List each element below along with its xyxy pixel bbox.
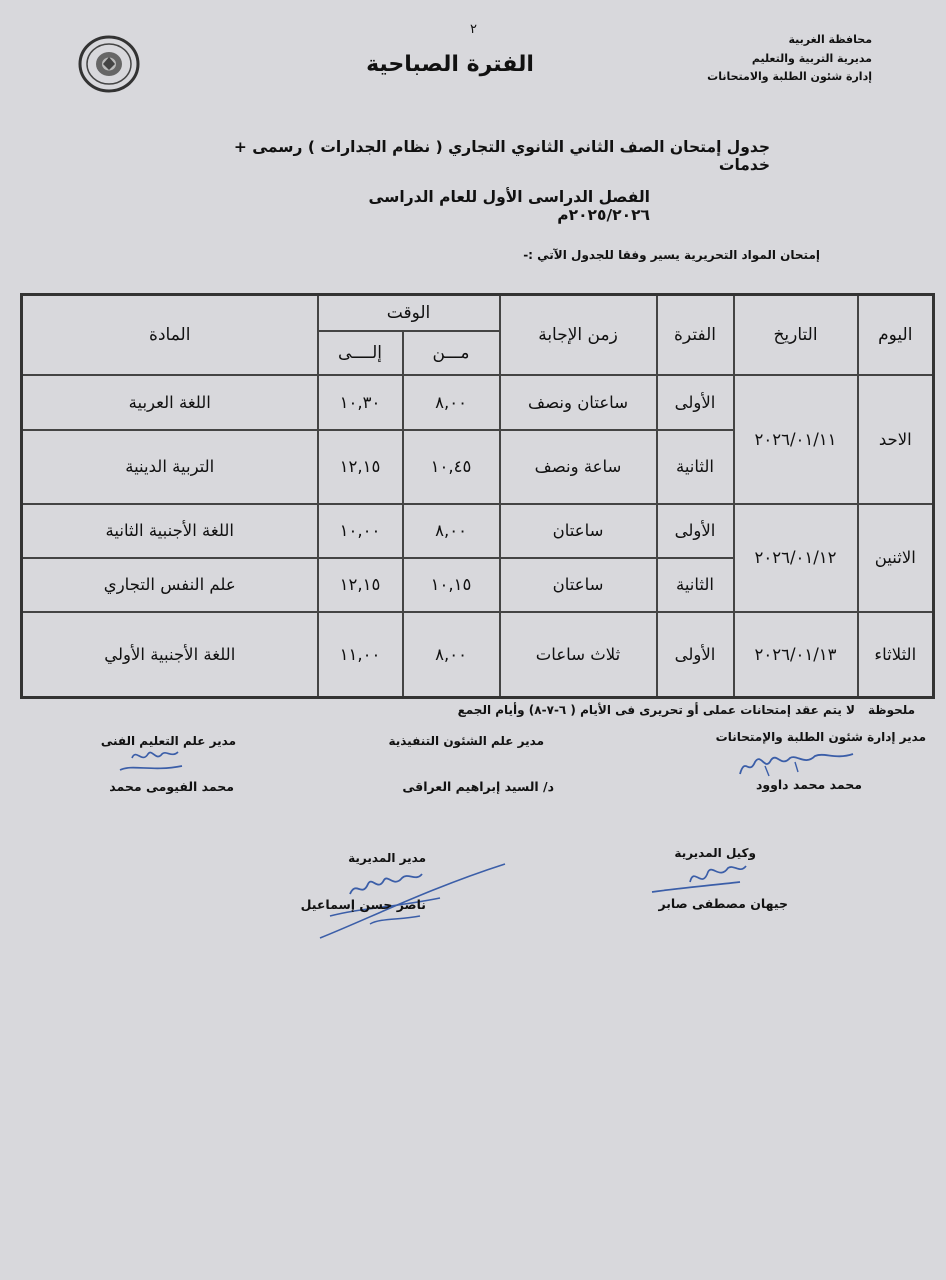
subject-cell: اللغة الأجنبية الثانية xyxy=(22,504,318,558)
technical-education-signature-icon xyxy=(112,740,192,776)
technical-education-title: مدير علم التعليم الفنى xyxy=(100,734,236,748)
header-from: مـــن xyxy=(403,331,500,375)
duration-cell: ساعتان xyxy=(500,558,657,612)
day-cell: الاثنين xyxy=(858,504,934,612)
period-cell: الأولى xyxy=(657,612,734,698)
students-affairs-signature-icon xyxy=(735,748,860,780)
table-row xyxy=(22,612,934,698)
to-cell: ١٠,٣٠ xyxy=(318,375,403,430)
to-cell: ١٠,٠٠ xyxy=(318,504,403,558)
subject-cell: اللغة العربية xyxy=(22,375,318,430)
day-cell: الاحد xyxy=(858,375,934,504)
executive-affairs-title: مدير علم الشئون التنفيذية xyxy=(388,734,544,748)
org-line-administration: إدارة شئون الطلبة والامتحانات xyxy=(707,70,872,83)
day-cell: الثلاثاء xyxy=(858,612,934,698)
deputy-directorate-signature-icon xyxy=(650,860,755,896)
to-cell: ١١,٠٠ xyxy=(318,612,403,698)
technical-education-name: محمد الفيومى محمد xyxy=(109,779,234,794)
executive-affairs-name: د/ السيد إبراهيم العراقى xyxy=(402,779,554,794)
header-subject: المادة xyxy=(22,295,318,375)
org-line-directorate: مديرية التربية والتعليم xyxy=(751,52,872,65)
period-cell: الأولى xyxy=(657,375,734,430)
header-duration: زمن الإجابة xyxy=(500,295,657,375)
directorate-head-name: ناصر حسن إسماعيل xyxy=(300,897,426,912)
period-cell: الثانية xyxy=(657,430,734,504)
period-cell: الأولى xyxy=(657,504,734,558)
to-cell: ١٢,١٥ xyxy=(318,558,403,612)
from-cell: ٨,٠٠ xyxy=(403,375,500,430)
subject-cell: التربية الدينية xyxy=(22,430,318,504)
subject-cell: علم النفس التجاري xyxy=(22,558,318,612)
header-day: اليوم xyxy=(858,295,934,375)
table-row xyxy=(22,375,934,430)
period-title: الفترة الصباحية xyxy=(366,52,534,77)
subject-cell: اللغة الأجنبية الأولي xyxy=(22,612,318,698)
exam-schedule-table xyxy=(20,293,935,699)
header-time: الوقت xyxy=(318,295,500,331)
date-cell: ٢٠٢٦/٠١/١١ xyxy=(734,375,858,504)
students-affairs-name: محمد محمد داوود xyxy=(755,777,862,792)
from-cell: ١٠,١٥ xyxy=(403,558,500,612)
students-affairs-title: مدير إدارة شئون الطلبة والإمتحانات xyxy=(715,730,926,744)
note-label: ملحوظة xyxy=(868,703,916,717)
note-text: لا يتم عقد إمتحانات عملى أو تحريرى فى الأيام ( ٦-٧-٨) وأيام الجمع xyxy=(457,703,855,717)
intro-text: إمتحان المواد التحريرية يسير وفقا للجدول الآتي :- xyxy=(523,248,820,262)
header-period: الفترة xyxy=(657,295,734,375)
period-cell: الثانية xyxy=(657,558,734,612)
duration-cell: ساعة ونصف xyxy=(500,430,657,504)
table-header-row xyxy=(22,295,934,331)
org-line-governorate: محافظة الغربية xyxy=(788,33,872,46)
from-cell: ٨,٠٠ xyxy=(403,504,500,558)
directorate-head-title: مدير المديرية xyxy=(348,851,426,865)
table-row xyxy=(22,504,934,558)
header-to: إلــــى xyxy=(318,331,403,375)
date-cell: ٢٠٢٦/٠١/١٢ xyxy=(734,504,858,612)
from-cell: ٨,٠٠ xyxy=(403,612,500,698)
semester-subtitle: الفصل الدراسى الأول للعام الدراسى ٢٠٢٥/٢٠٢٦م xyxy=(368,188,650,224)
page-number: ٢ xyxy=(470,22,477,37)
deputy-directorate-name: جيهان مصطفى صابر xyxy=(658,896,788,911)
from-cell: ١٠,٤٥ xyxy=(403,430,500,504)
schedule-main-title: جدول إمتحان الصف الثاني الثانوي التجاري ( نظام الجدارات ) رسمى + خدمات xyxy=(233,138,770,174)
duration-cell: ساعتان ونصف xyxy=(500,375,657,430)
date-cell: ٢٠٢٦/٠١/١٣ xyxy=(734,612,858,698)
header-date: التاريخ xyxy=(734,295,858,375)
duration-cell: ثلاث ساعات xyxy=(500,612,657,698)
duration-cell: ساعتان xyxy=(500,504,657,558)
deputy-directorate-title: وكيل المديرية xyxy=(674,846,756,860)
ministry-seal-icon xyxy=(78,35,140,93)
to-cell: ١٢,١٥ xyxy=(318,430,403,504)
